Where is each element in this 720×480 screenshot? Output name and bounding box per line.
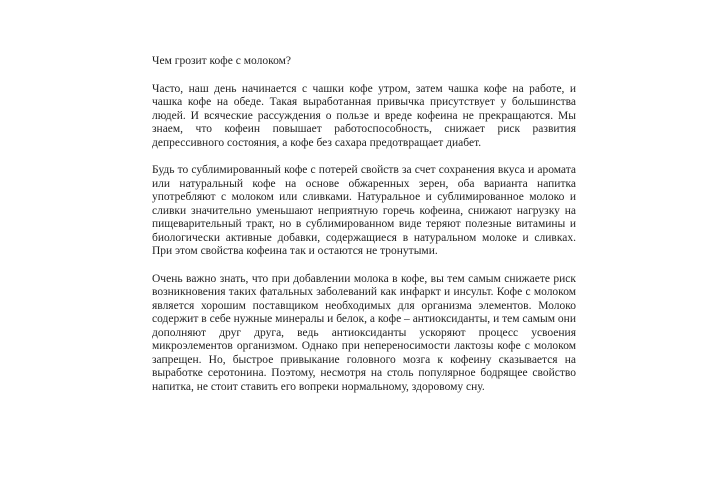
paragraph-2: Будь то сублимированный кофе с потерей свойств за счет сохранения вкуса и аромата или натуральный кофе на основе обжаренных зерен, оба варианта напитка употребляют с молоком или сливками. Натуральное и сублимированное молоко и сливки значительно уменьшают неприятную горечь кофеина, снижают нагрузку на пищеварительный тракт, но в сублимированном виде теряют полезные витамины и биологически активные добавки, содержащиеся в натуральном молоке и сливках. При этом свойства кофеина так и остаются не тронутыми. xyxy=(152,164,576,257)
paragraph-3: Очень важно знать, что при добавлении молока в кофе, вы тем самым снижаете риск возникновения таких фатальных заболеваний как инфаркт и инсульт. Кофе с молоком является хорошим поставщиком необходимых для организма элементов. Молоко содержит в себе нужные минералы и белок, а кофе – антиоксиданты, и тем самым они дополняют друг друга, ведь антиоксиданты ускоряют процесс усвоения микроэлементов организмом. Однако при непереносимости лактозы кофе с молоком запрещен. Но, быстрое привыкание головного мозга к кофеину сказывается на выработке серотонина. Поэтому, несмотря на столь популярное бодрящее свойство напитка, не стоит ставить его вопреки нормальному, здоровому сну. xyxy=(152,272,576,393)
text-block xyxy=(152,55,576,408)
paragraph-1: Часто, наш день начинается с чашки кофе утром, затем чашка кофе на работе, и чашка кофе на обеде. Такая выработанная привычка присутствует у большинства людей. И всяческие рассуждения о пользе и вреде кофеина не прекращаются. Мы знаем, что кофеин повышает работоспособность, снижает риск развития депрессивного состояния, а кофе без сахара предотвращает диабет. xyxy=(152,82,576,149)
document-title: Чем грозит кофе с молоком? xyxy=(152,55,291,67)
